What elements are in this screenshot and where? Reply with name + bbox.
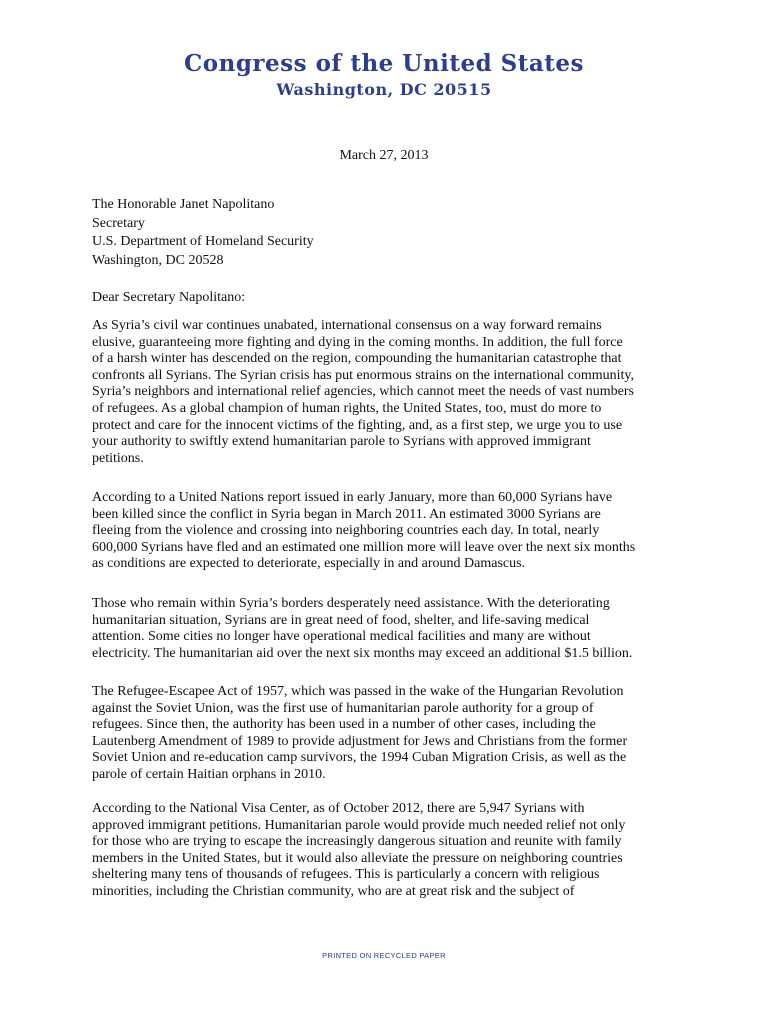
text-line: elusive, guaranteeing more fighting and dying in the coming months. In addition, the full force [92, 334, 623, 350]
recipient-city: Washington, DC 20528 [92, 252, 224, 268]
text-line: your authority to swiftly extend humanitarian parole to Syrians with approved immigrant [92, 434, 591, 450]
text-line: of refugees. As a global champion of human rights, the United States, too, must do more to [92, 400, 602, 416]
text-line: protect and care for the innocent victims of the fighting, and, as a first step, we urge you to use [92, 417, 623, 433]
text-line: members in the United States, but it would also alleviate the pressure on neighboring countries [92, 850, 623, 866]
text-line: According to a United Nations report issued in early January, more than 60,000 Syrians have [92, 490, 613, 505]
salutation: Dear Secretary Napolitano: [92, 290, 246, 305]
letter-date: March 27, 2013 [339, 148, 429, 163]
text-line: fleeing from the violence and crossing into neighboring countries each day. In total, nearly [92, 523, 600, 539]
recipient-title: Secretary [92, 215, 145, 231]
text-line: minorities, including the Christian community, who are at great risk and the subject of [92, 883, 575, 899]
paragraph-3 [92, 596, 682, 662]
text-line: sheltering many tens of thousands of refugees. This is particularly a concern with religious [92, 867, 600, 883]
paragraph-2 [92, 490, 682, 573]
letterhead-title: Congress of the United States [183, 50, 585, 77]
text-line: of a harsh winter has descended on the region, compounding the humanitarian catastrophe that [92, 351, 622, 367]
text-line: electricity. The humanitarian aid over the next six months may exceed an additional $1.5 billion. [92, 645, 633, 661]
text-line: Those who remain within Syria’s borders desperately need assistance. With the deteriorating [92, 596, 610, 611]
text-line: confronts all Syrians. The Syrian crisis has put enormous strains on the international community, [92, 367, 635, 383]
text-line: attention. Some cities no longer have operational medical facilities and many are without [92, 629, 591, 645]
text-line: refugees. Since then, the authority has been used in a number of other cases, including the [92, 717, 596, 733]
text-line: been killed since the conflict in Syria began in March 2011. An estimated 3000 Syrians are [92, 506, 601, 522]
text-line: 600,000 Syrians have fled and an estimated one million more will leave over the next six months [92, 539, 636, 555]
text-line: The Refugee-Escapee Act of 1957, which was passed in the wake of the Hungarian Revolution [92, 684, 624, 699]
text-line: Soviet Union and re-education camp survivors, the 1994 Cuban Migration Crisis, as well as the [92, 750, 627, 766]
text-line: According to the National Visa Center, as of October 2012, there are 5,947 Syrians with [92, 801, 585, 816]
recycled-paper-footer: PRINTED ON RECYCLED PAPER [322, 951, 446, 960]
text-line: As Syria’s civil war continues unabated, international consensus on a way forward remains [92, 318, 602, 333]
text-line: petitions. [92, 450, 144, 466]
paragraph-1 [92, 318, 682, 467]
recipient-name: The Honorable Janet Napolitano [92, 197, 275, 212]
letterhead-address: Washington, DC 20515 [276, 80, 492, 99]
text-line: parole of certain Haitian orphans in 2010. [92, 766, 326, 782]
paragraph-5 [92, 801, 682, 901]
text-line: Lautenberg Amendment of 1989 to provide adjustment for Jews and Christians from the former [92, 733, 628, 749]
text-line: Syria’s neighbors and international relief agencies, which cannot meet the needs of vast numbers [92, 384, 634, 400]
text-line: as conditions are expected to deteriorate, especially in and around Damascus. [92, 556, 526, 572]
recipient-address [92, 196, 314, 270]
text-line: against the Soviet Union, was the first use of humanitarian parole authority for a group of [92, 700, 594, 716]
text-line: for those who are trying to escape the increasingly dangerous situation and reunite with family [92, 834, 622, 850]
text-line: approved immigrant petitions. Humanitarian parole would provide much needed relief not only [92, 817, 626, 833]
paragraph-4 [92, 684, 682, 784]
recipient-department: U.S. Department of Homeland Security [92, 234, 314, 249]
text-line: humanitarian situation, Syrians are in great need of food, shelter, and life-saving medical [92, 612, 590, 628]
